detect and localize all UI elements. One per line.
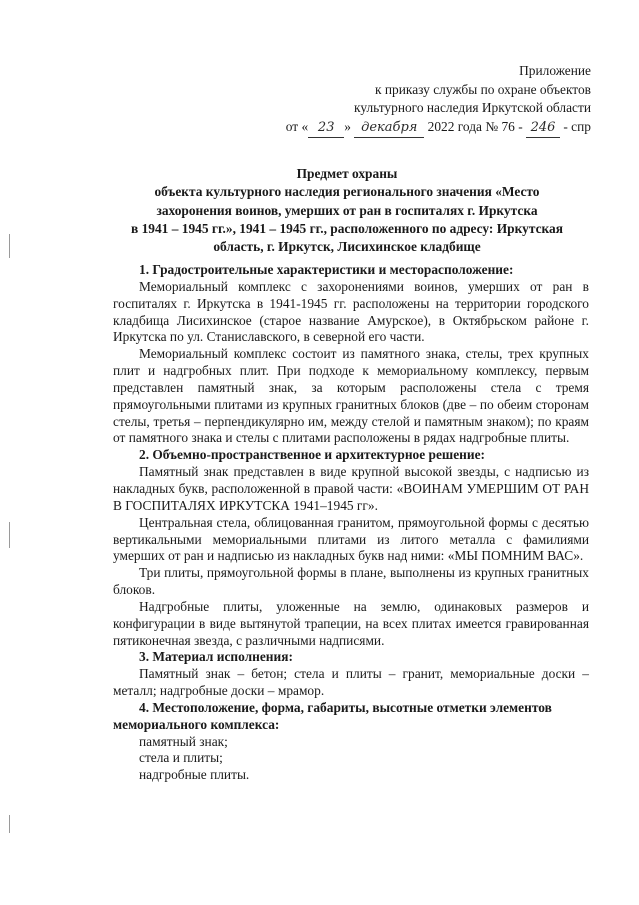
title-line-3: захоронения воинов, умерших от ран в госпиталях г. Иркутска <box>156 202 538 218</box>
section-1-paragraph-2: Мемориальный комплекс состоит из памятного знака, стелы, трех крупных плит и надгробных плит. При подходе к мемориальному комплексу, первым представлен памятный знак, за которым расположены стела с тремя прямоугольными плитами из крупных гранитных блоков (две – по обеим сторонам стелы, третья – перпендикулярно им, между стелой и памятным знаком); по краям от памятного знака и стелы с плитами расположены в рядах надгробные плиты. <box>113 346 589 446</box>
scan-margin-mark <box>9 234 10 258</box>
doc-number-field <box>526 118 560 139</box>
title-line-4: в 1941 – 1945 гг.», 1941 – 1945 гг., расположенного по адресу: Иркутская <box>131 220 563 236</box>
section-2-paragraph-4: Надгробные плиты, уложенные на землю, одинаковых размеров и конфигурации в виде вытянутой трапеции, на всех плитах имеется гравированная пятиконечная звезда, с различными надписями. <box>113 598 589 648</box>
list-item: памятный знак; <box>139 733 228 749</box>
title-line-1: Предмет охраны <box>296 166 398 181</box>
date-year: 2022 года № 76 - <box>427 118 523 134</box>
doc-suffix: - спр <box>563 118 591 134</box>
list-item: надгробные плиты. <box>139 767 250 783</box>
section-1-paragraph-1: Мемориальный комплекс с захоронениями воинов, умерших от ран в госпиталях г. Иркутска в 1941-1945 гг. расположены на территории городского кладбища Лисихинское (старое название Амурское), в Октябрьском районе г. Иркутска по ул. Станиславского, в северной его части. <box>113 278 589 345</box>
doc-number: 246 <box>530 119 556 135</box>
section-2-paragraph-2: Центральная стела, облицованная гранитом, прямоугольной формы с десятью вертикальными мемориальными плитами из литого металла с фамилиями умерших от ран и надписью из накладных букв над ними: «МЫ ПОМНИМ ВАС». <box>113 514 589 564</box>
section-4-heading-line-2: мемориального комплекса: <box>113 716 280 732</box>
appendix-line-2: к приказу службы по охране объектов <box>375 81 591 97</box>
section-2-paragraph-3: Три плиты, прямоугольной формы в плане, выполнены из крупных гранитных блоков. <box>113 565 589 598</box>
scan-margin-mark <box>9 815 10 833</box>
date-month: декабря <box>361 119 418 135</box>
section-2-paragraph-1: Памятный знак представлен в виде крупной высокой звезды, с надписью из накладных букв, расположенной в правой части: «ВОИНАМ УМЕРШИМ ОТ РАН В ГОСПИТАЛЯХ ИРКУТСКА 1941–1945 гг». <box>113 464 589 513</box>
date-month-field <box>354 118 424 139</box>
scan-margin-mark <box>9 522 10 548</box>
date-day: 23 <box>317 119 335 135</box>
section-4-heading-line-1: 4. Местоположение, форма, габариты, высотные отметки элементов <box>139 699 552 715</box>
document-body <box>113 262 589 784</box>
title-line-5: область, г. Иркутск, Лисихинское кладбище <box>213 239 481 255</box>
appendix-date-line <box>231 118 591 139</box>
section-3-paragraph-1: Памятный знак – бетон; стела и плиты – гранит, мемориальные доски – металл; надгробные доски – мрамор. <box>113 666 589 699</box>
document-title <box>108 165 586 256</box>
section-1-heading: 1. Градостроительные характеристики и месторасположение: <box>139 262 514 277</box>
appendix-line-3: культурного наследия Иркутской области <box>354 100 591 115</box>
title-line-2: объекта культурного наследия регионального значения «Место <box>154 184 540 200</box>
date-day-field <box>308 118 344 139</box>
appendix-block <box>231 62 591 138</box>
section-2-heading: 2. Объемно-пространственное и архитектурное решение: <box>139 447 485 463</box>
appendix-line-1: Приложение <box>519 63 591 78</box>
date-prefix: от « <box>285 118 309 134</box>
date-mid: » <box>344 118 351 134</box>
list-item: стела и плиты; <box>139 750 223 766</box>
section-3-heading: 3. Материал исполнения: <box>139 649 293 665</box>
